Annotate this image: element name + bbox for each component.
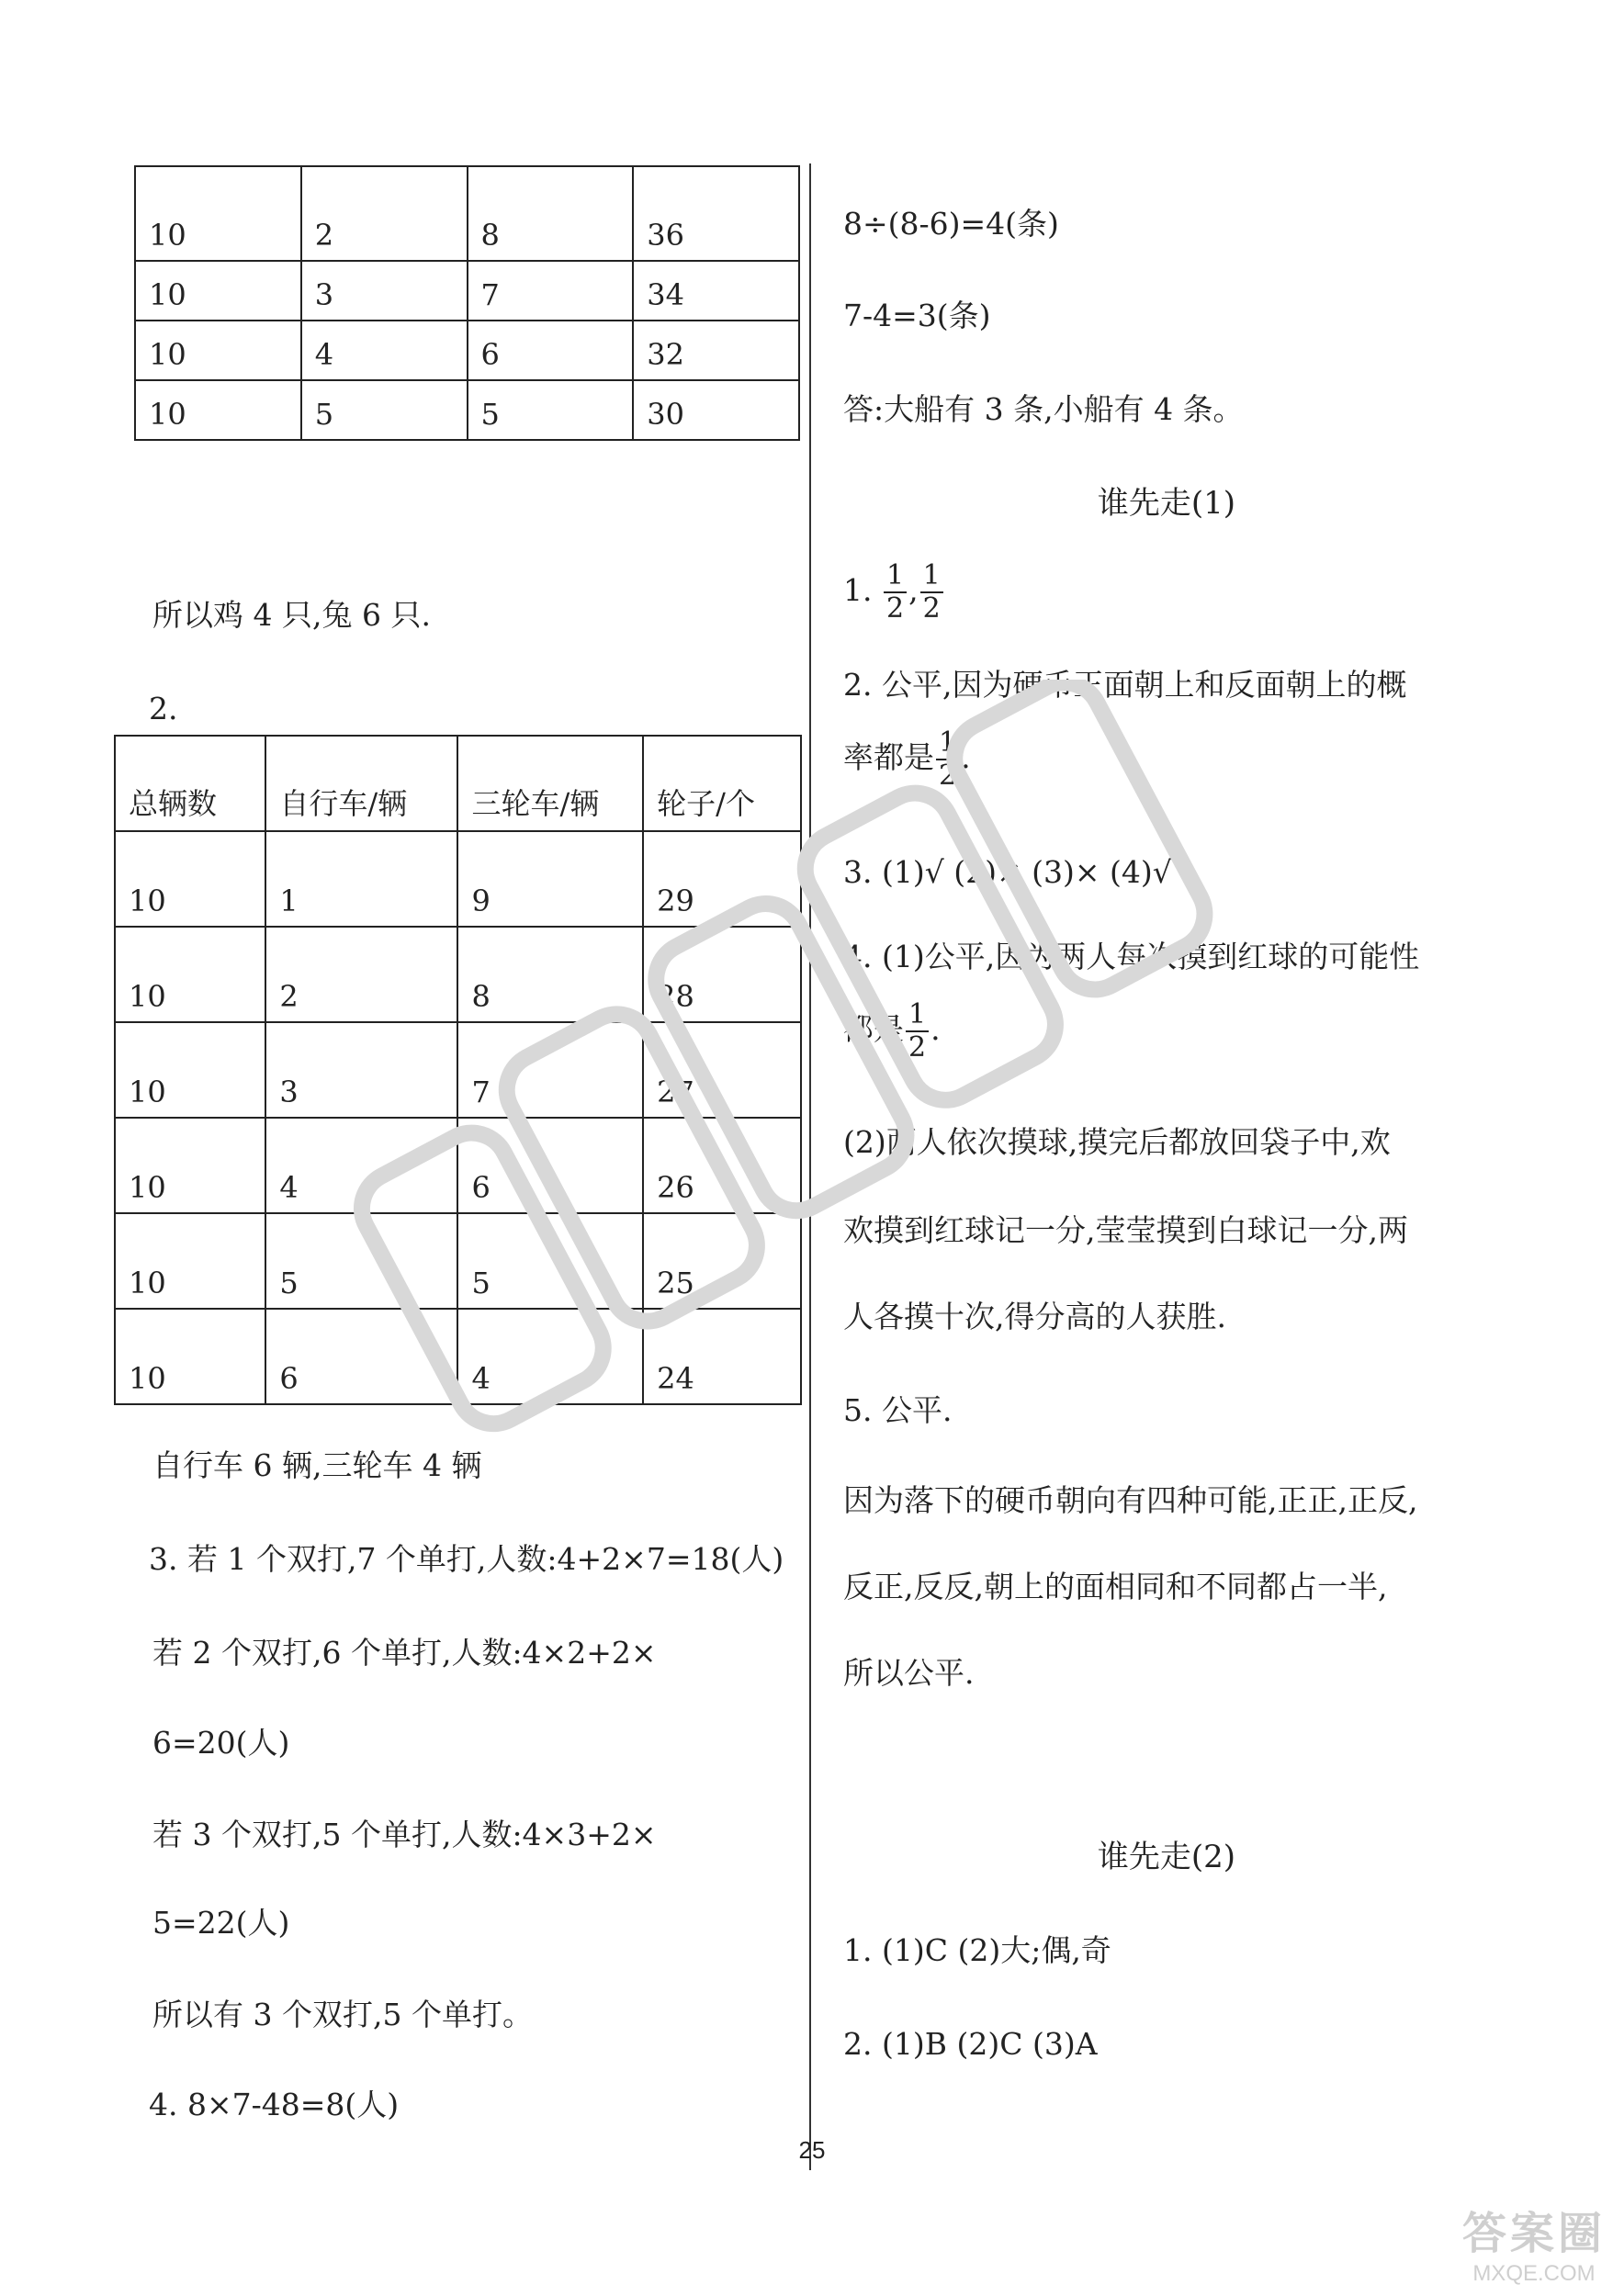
table-cell: 1 (265, 831, 457, 927)
s2-q2: 2. (1)B (2)C (3)A (843, 2026, 1098, 2062)
table-row (115, 927, 801, 1022)
table-cell: 3 (301, 261, 468, 321)
s1-q2-line-2 (843, 726, 971, 790)
table-cell: 34 (633, 261, 799, 321)
q3-line-6: 所以有 3 个双打,5 个单打。 (152, 1997, 533, 2032)
fraction-half (884, 559, 907, 625)
s1-q2-line-1: 2. 公平,因为硬币正面朝上和反面朝上的概 (843, 667, 1407, 703)
boat-answer: 答:大船有 3 条,小船有 4 条。 (843, 391, 1244, 427)
table-header-cell: 三轮车/辆 (457, 736, 643, 831)
table-cell: 5 (468, 380, 634, 440)
table-cell: 25 (643, 1213, 801, 1309)
fraction-half (936, 726, 959, 792)
table-cell: 8 (457, 927, 643, 1022)
section-title-2: 谁先走(2) (1097, 1839, 1236, 1875)
table-cell: 9 (457, 831, 643, 927)
answer-vehicles: 自行车 6 辆,三轮车 4 辆 (152, 1447, 482, 1483)
s1-q5-line-1: 5. 公平. (843, 1392, 953, 1428)
table-cell: 30 (633, 380, 799, 440)
table-header-cell: 轮子/个 (643, 736, 801, 831)
question-2-label: 2. (149, 691, 178, 726)
s1-q5-line-2: 因为落下的硬币朝向有四种可能,正正,正反, (843, 1482, 1418, 1518)
table-cell: 10 (115, 1309, 265, 1404)
table-cell: 10 (115, 1022, 265, 1118)
s1-q4-line-3: (2)两人依次摸球,摸完后都放回袋子中,欢 (843, 1124, 1391, 1160)
q3-line-4: 若 3 个双打,5 个单打,人数:4×3+2× (152, 1817, 657, 1852)
table-cell: 36 (633, 166, 799, 261)
section-title-1: 谁先走(1) (1097, 485, 1236, 522)
fraction-denominator: 2 (939, 760, 957, 792)
s1-q4-line-5: 人各摸十次,得分高的人获胜. (843, 1299, 1226, 1334)
boat-line-2: 7-4=3(条) (843, 298, 991, 333)
table-cell: 6 (457, 1118, 643, 1213)
table-cell: 4 (457, 1309, 643, 1404)
s1-q4-line-4: 欢摸到红球记一分,莹莹摸到白球记一分,两 (843, 1212, 1408, 1248)
table-cell: 10 (115, 927, 265, 1022)
period: . (961, 739, 971, 775)
table-vehicles (114, 735, 802, 1405)
watermark-logo (1462, 2198, 1606, 2287)
fraction-denominator: 2 (885, 592, 905, 625)
fraction-denominator: 2 (922, 592, 941, 625)
table-cell: 7 (457, 1022, 643, 1118)
table-cell: 27 (643, 1022, 801, 1118)
table-cell: 10 (135, 166, 301, 261)
table-cell: 26 (643, 1118, 801, 1213)
fraction-numerator: 1 (906, 1001, 929, 1032)
table-cell: 7 (468, 261, 634, 321)
table-row (115, 1118, 801, 1213)
s1-q1-prefix: 1. (843, 572, 882, 608)
fraction-denominator: 2 (908, 1031, 927, 1064)
s1-q4-line-2 (843, 997, 941, 1062)
watermark-logo-url: MXQE.COM (1472, 2261, 1596, 2286)
table-cell: 29 (643, 831, 801, 927)
s1-q4-line-1: 4. (1)公平,因为两人每次摸到红球的可能性 (843, 939, 1420, 974)
answer-chicken-rabbit: 所以鸡 4 只,兔 6 只. (152, 597, 431, 633)
table-cell: 5 (457, 1213, 643, 1309)
table-header-cell: 总辆数 (115, 736, 265, 831)
table-row (135, 321, 799, 380)
table-row (135, 166, 799, 261)
table-row (115, 1022, 801, 1118)
s1-q5-line-3: 反正,反反,朝上的面相同和不同都占一半, (843, 1569, 1388, 1604)
page-number: 25 (798, 2136, 826, 2164)
table-header-cell: 自行车/辆 (265, 736, 457, 831)
q4-line-1: 4. 8×7-48=8(人) (149, 2087, 400, 2122)
table-row (115, 831, 801, 927)
table-row (135, 380, 799, 440)
table-cell: 10 (115, 831, 265, 927)
table-cell: 2 (301, 166, 468, 261)
table-cell: 10 (135, 321, 301, 380)
table-row (135, 261, 799, 321)
table-cell: 6 (468, 321, 634, 380)
table-cell: 5 (301, 380, 468, 440)
table-cell: 24 (643, 1309, 801, 1404)
s1-q4-prefix: 都是 (843, 1011, 904, 1047)
table-cell: 10 (115, 1118, 265, 1213)
fraction-half (920, 559, 943, 625)
boat-line-1: 8÷(8-6)=4(条) (843, 206, 1059, 242)
table-cell: 28 (643, 927, 801, 1022)
q3-line-5: 5=22(人) (152, 1905, 290, 1941)
table-cell: 6 (265, 1309, 457, 1404)
table-cell: 10 (135, 261, 301, 321)
table-row (115, 1309, 801, 1404)
s1-q5-line-4: 所以公平. (843, 1655, 975, 1691)
table-row (115, 1213, 801, 1309)
s1-q3: 3. (1)√ (2)× (3)× (4)√ (843, 854, 1172, 890)
table-cell: 10 (135, 380, 301, 440)
table-chicken-rabbit (134, 165, 800, 441)
table-cell: 32 (633, 321, 799, 380)
fraction-half (906, 998, 929, 1064)
period: . (930, 1011, 941, 1047)
s1-q1 (843, 558, 945, 623)
q3-line-1: 3. 若 1 个双打,7 个单打,人数:4+2×7=18(人) (149, 1541, 784, 1577)
table-cell: 2 (265, 927, 457, 1022)
q3-line-3: 6=20(人) (152, 1725, 290, 1761)
fraction-numerator: 1 (920, 562, 943, 593)
column-divider (809, 163, 811, 2170)
table-cell: 10 (115, 1213, 265, 1309)
table-cell: 4 (301, 321, 468, 380)
q3-line-2: 若 2 个双打,6 个单打,人数:4×2+2× (152, 1635, 657, 1671)
table-cell: 5 (265, 1213, 457, 1309)
table-cell: 3 (265, 1022, 457, 1118)
s1-q1-separator: , (908, 572, 919, 608)
table-cell: 8 (468, 166, 634, 261)
watermark-logo-text: 答案圈 (1461, 2210, 1606, 2258)
s2-q1: 1. (1)C (2)大;偶,奇 (843, 1932, 1111, 1968)
s1-q2-prefix: 率都是 (843, 739, 934, 775)
table-cell: 4 (265, 1118, 457, 1213)
fraction-numerator: 1 (936, 729, 959, 760)
table-header-row (115, 736, 801, 831)
fraction-numerator: 1 (884, 562, 907, 593)
